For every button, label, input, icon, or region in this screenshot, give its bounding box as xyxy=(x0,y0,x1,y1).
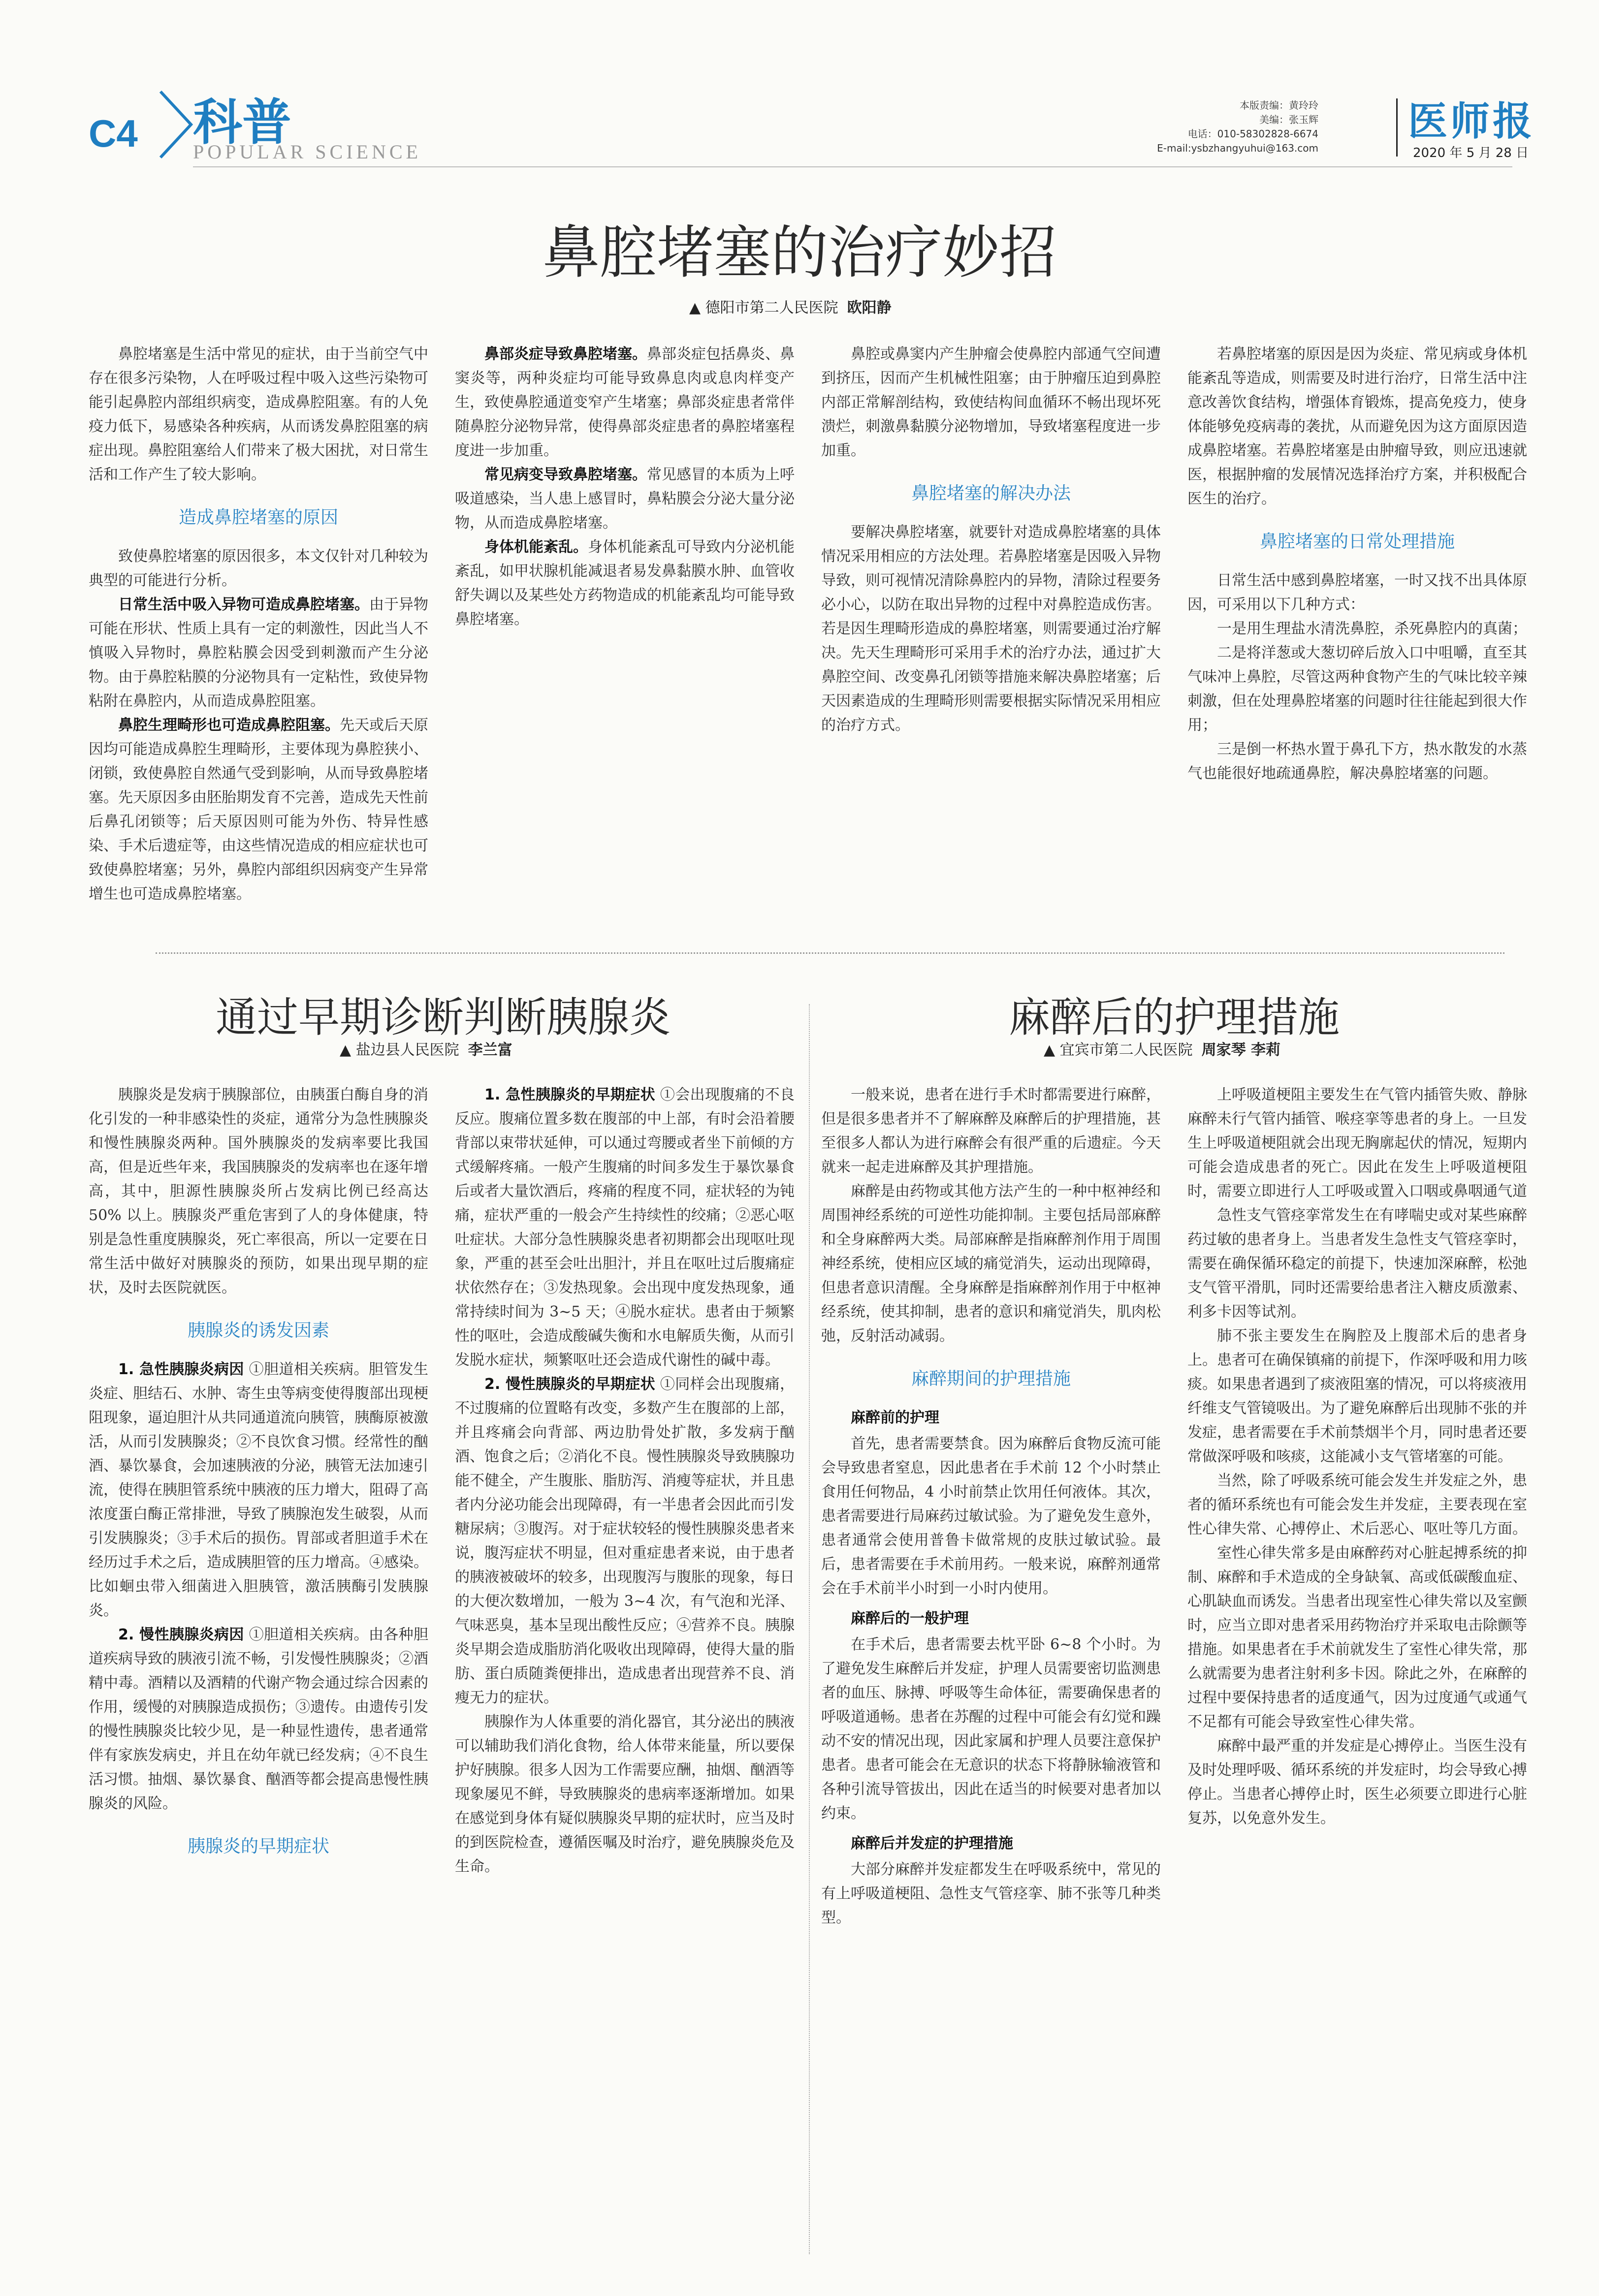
paragraph-text: ①胆道相关疾病。由各种胆道疾病导致的胰液引流不畅，引发慢性胰腺炎；②酒精中毒。酒精以及酒精的代谢产物会通过综合因素的作用，缓慢的对胰腺造成损伤；③遗传。由遗传引发的慢性胰腺炎比较少见，是一种显性遗传，患者通常伴有家族发病史，并且在幼年就已经发病；④不良生活习惯。抽烟、暴饮暴食、酗酒等都会提高患慢性胰腺炎的风险。 xyxy=(89,1626,429,1812)
sub-heading: 麻醉前的护理 xyxy=(851,1409,939,1426)
paragraph xyxy=(455,463,795,535)
bold-lead: 2. 慢性胰腺炎的早期症状 xyxy=(484,1376,655,1393)
paragraph: 要解决鼻腔堵塞，就要针对造成鼻腔堵塞的具体情况采用相应的方法处理。若鼻腔堵塞是因吸入异物导致，则可视情况清除鼻腔内的异物，清除过程要务必小心，以防在取出异物的过程中对鼻腔造成伤害。若是因生理畸形造成的鼻腔堵塞，则需要通过治疗解决。先天生理畸形可采用手术的治疗办法，通过扩大鼻腔空间、改变鼻孔闭锁等措施来解决鼻腔堵塞；后天因素造成的生理畸形则需要根据实际情况采用相应的治疗方式。 xyxy=(821,524,1161,734)
paragraph: 一般来说，患者在进行手术时都需要进行麻醉，但是很多患者并不了解麻醉及麻醉后的护理措施，甚至很多人都认为进行麻醉会有很严重的后遗症。今天就来一起走进麻醉及其护理措施。 xyxy=(821,1086,1161,1176)
section-heading: 鼻腔堵塞的日常处理措施 xyxy=(1259,532,1455,552)
paragraph: 在手术后，患者需要去枕平卧 6~8 个小时。为了避免发生麻醉后并发症，护理人员需要密切监测患者的血压、脉搏、呼吸等生命体征，需要确保患者的呼吸道通畅。患者在苏醒的过程中可能会有幻觉和躁动不安的情况出现，因此家属和护理人员要注意保护患者。患者可能会在无意识的状态下将静脉输液管和各种引流导管拔出，因此在适当的时候要对患者加以约束。 xyxy=(821,1636,1161,1822)
paragraph: 急性支气管痉挛常发生在有哮喘史或对某些麻醉药过敏的患者身上。当患者发生急性支气管痉挛时，需要在确保循环稳定的前提下，快速加深麻醉，松弛支气管平滑肌，同时还需要给患者注入糖皮质激素、利多卡因等试剂。 xyxy=(1187,1207,1527,1321)
issue-date: 2020 年 5 月 28 日 xyxy=(1413,146,1529,160)
paragraph: 三是倒一杯热水置于鼻孔下方，热水散发的水蒸气也能很好地疏通鼻腔，解决鼻腔堵塞的问题。 xyxy=(1187,741,1527,782)
paragraph-text: 先天或后天原因均可能造成鼻腔生理畸形，主要体现为鼻腔狭小、闭锁，致使鼻腔自然通气受到影响，从而导致鼻腔堵塞。先天原因多由胚胎期发育不完善，造成先天性前后鼻孔闭锁等；后天原因则可能为外伤、特异性感染、手术后遗症等，由这些情况造成的相应症状也可致使鼻腔堵塞；另外，鼻腔内部组织因病变产生异常增生也可造成鼻腔堵塞。 xyxy=(89,717,428,903)
chevron-right-icon xyxy=(157,88,196,161)
column-divider xyxy=(809,1004,810,2254)
article-byline xyxy=(340,1038,512,1059)
paragraph xyxy=(89,1623,428,1816)
paragraph-text: ①会出现腹痛的不良反应。腹痛位置多数在腹部的中上部，有时会沿着腰背部以束带状延伸，可以通过弯腰或者坐下前倾的方式缓解疼痛。一般产生腹痛的时间多发生于暴饮暴食后或者大量饮酒后，疼痛的程度不同，症状轻的为钝痛，症状严重的一般会产生持续性的绞痛；②恶心呕吐症状。大部分急性胰腺炎患者初期都会出现呕吐现象，严重的甚至会吐出胆汁，并且在呕吐过后腹痛症状依然存在；③发热现象。会出现中度发热现象，通常持续时间为 3~5 天；④脱水症状。患者由于频繁性的呕吐，会造成酸碱失衡和水电解质失衡，从而引发脱水症状，频繁呕吐还会造成代谢性的碱中毒。 xyxy=(455,1086,795,1369)
byline-org: ▲ 德阳市第二人民医院 xyxy=(689,299,838,316)
article1-column-2 xyxy=(455,342,795,631)
article-title: 麻醉后的护理措施 xyxy=(1008,993,1340,1041)
paragraph-text: 身体机能紊乱可导致内分泌机能紊乱，如甲状腺机能减退者易发鼻黏膜水肿、血管收舒失调以及某些处方药物造成的机能紊乱均可能导致鼻腔堵塞。 xyxy=(455,538,795,628)
header-divider xyxy=(1396,98,1398,157)
section-heading: 鼻腔堵塞的解决办法 xyxy=(911,483,1071,503)
paragraph-text: 由于异物可能在形状、性质上具有一定的刺激性，因此当人不慎吸入异物时，鼻腔粘膜会因受到刺激而产生分泌物。由于鼻腔粘膜的分泌物具有一定粘性，致使异物粘附在鼻腔内，从而造成鼻腔阻塞。 xyxy=(89,596,428,710)
bold-lead: 日常生活中吸入异物可造成鼻腔堵塞。 xyxy=(118,596,369,613)
bold-lead: 鼻部炎症导致鼻腔堵塞。 xyxy=(484,346,647,363)
sub-heading: 麻醉后并发症的护理措施 xyxy=(851,1835,1013,1852)
editor-phone: 电话：010-58302828-6674 xyxy=(1187,128,1318,140)
bold-lead: 1. 急性胰腺炎的早期症状 xyxy=(484,1086,655,1103)
byline-author: 李兰富 xyxy=(468,1041,512,1059)
section-heading: 麻醉期间的护理措施 xyxy=(911,1369,1071,1389)
paragraph: 鼻腔堵塞是生活中常见的症状，由于当前空气中存在很多污染物，人在呼吸过程中吸入这些污染物可能引起鼻腔内部组织病变，造成鼻腔阻塞。有的人免疫力低下，易感染各种疾病，从而诱发鼻腔阻塞的病症出现。鼻腔阻塞给人们带来了极大困扰，对日常生活和工作产生了较大影响。 xyxy=(89,346,428,483)
byline-org: ▲ 盐边县人民医院 xyxy=(340,1041,459,1059)
editor-email: E-mail:ysbzhangyuhui@163.com xyxy=(1157,142,1318,154)
bold-lead: 身体机能紊乱。 xyxy=(484,538,588,556)
paragraph-text: ①胆道相关疾病。胆管发生炎症、胆结石、水肿、寄生虫等病变使得腹部出现梗阻现象，逼迫胆汁从共同通道流向胰管，胰酶原被激活，从而引发胰腺炎；②不良饮食习惯。经常性的酗酒、暴饮暴食，会加速胰液的分泌，胰管无法加速引流，使得在胰胆管系统中胰液的压力增大，阻碍了高浓度蛋白酶正常排泄，导致了胰腺泡发生破裂，从而引发胰腺炎；③手术后的损伤。胃部或者胆道手术在经历过手术之后，造成胰胆管的压力增高。④感染。比如蛔虫带入细菌进入胆胰管，激活胰酶引发胰腺炎。 xyxy=(89,1361,429,1619)
article2-column-1 xyxy=(89,1083,428,1873)
paragraph xyxy=(89,593,428,713)
bold-lead: 1. 急性胰腺炎病因 xyxy=(118,1361,244,1378)
section-heading: 胰腺炎的早期症状 xyxy=(187,1836,329,1856)
paragraph-text: 常见感冒的本质为上呼吸道感染，当人患上感冒时，鼻粘膜会分泌大量分泌物，从而造成鼻腔堵塞。 xyxy=(455,466,795,532)
paragraph: 一是用生理盐水清洗鼻腔，杀死鼻腔内的真菌； xyxy=(1217,620,1527,637)
paragraph: 上呼吸道梗阻主要发生在气管内插管失败、静脉麻醉未行气管内插管、喉痉挛等患者的身上。一旦发生上呼吸道梗阻就会出现无胸廓起伏的情况，短期内可能会造成患者的死亡。因此在发生上呼吸道梗阻时，需要立即进行人工呼吸或置入口咽或鼻咽通气道 xyxy=(1187,1086,1527,1200)
article1-column-3 xyxy=(821,342,1161,737)
sub-heading: 麻醉后的一般护理 xyxy=(851,1610,969,1627)
header-rule xyxy=(193,166,1512,167)
bold-lead: 2. 慢性胰腺炎病因 xyxy=(118,1626,244,1643)
paragraph: 胰腺炎是发病于胰腺部位，由胰蛋白酶自身的消化引发的一种非感染性的炎症，通常分为急性胰腺炎和慢性胰腺炎两种。国外胰腺炎的发病率要比我国高，但是近些年来，我国胰腺炎的发病率也在逐年增高，其中，胆源性胰腺炎所占发病比例已经高达 50% 以上。胰腺炎严重危害到了人的身体健康，特别是急性重度胰腺炎，死亡率很高，所以一定要在日常生活中做好对胰腺炎的预防，如果出现早期的症状，及时去医院就医。 xyxy=(89,1086,428,1296)
article-title: 鼻腔堵塞的治疗妙招 xyxy=(543,220,1056,286)
newspaper-logo: 医师报 xyxy=(1408,98,1535,144)
paragraph xyxy=(455,1372,795,1710)
paragraph: 首先，患者需要禁食。因为麻醉后食物反流可能会导致患者窒息，因此患者在手术前 12 个小时禁止食用任何物品，4 小时前禁止饮用任何液体。其次，患者需要进行局麻药过敏试验。为了避免发生意外，患者通常会使用普鲁卡做常规的皮肤过敏试验。最后，患者需要在手术前用药。一般来说，麻醉剂通常会在手术前半小时到一小时内使用。 xyxy=(821,1435,1161,1597)
paragraph: 麻醉是由药物或其他方法产生的一种中枢神经和周围神经系统的可逆性功能抑制。主要包括局部麻醉和全身麻醉两大类。局部麻醉是指麻醉剂作用于周围神经系统，使相应区域的痛觉消失，运动出现障碍，但患者意识清醒。全身麻醉是指麻醉剂作用于中枢神经系统，使其抑制，患者的意识和痛觉消失，肌肉松弛，反射活动减弱。 xyxy=(821,1183,1161,1345)
article1-column-4 xyxy=(1187,342,1527,786)
paragraph xyxy=(455,342,795,463)
editor-line: 本版责编：黄玲玲 xyxy=(1240,99,1318,111)
page-number: C4 xyxy=(89,112,138,155)
paragraph: 当然，除了呼吸系统可能会发生并发症之外，患者的循环系统也有可能会发生并发症，主要表现在室性心律失常、心搏停止、术后恶心、呕吐等几方面。 xyxy=(1187,1472,1527,1538)
paragraph xyxy=(455,1083,795,1372)
article3-column-1 xyxy=(821,1083,1161,1930)
article3-column-2 xyxy=(1187,1083,1527,1830)
byline-author: 周家琴 李莉 xyxy=(1201,1041,1281,1059)
article-title: 通过早期诊断判断胰腺炎 xyxy=(215,993,671,1041)
article-byline xyxy=(1044,1038,1280,1059)
paragraph: 胰腺作为人体重要的消化器官，其分泌出的胰液可以辅助我们消化食物，给人体带来能量，所以要保护好胰腺。很多人因为工作需要应酬，抽烟、酗酒等现象屡见不鲜，导致胰腺炎的患病率逐渐增加。如果在感觉到身体有疑似胰腺炎早期的症状时，应当及时的到医院检查，遵循医嘱及时治疗，避免胰腺炎危及生命。 xyxy=(455,1713,795,1875)
paragraph-text: 鼻部炎症包括鼻炎、鼻窦炎等，两种炎症均可能导致鼻息肉或息肉样变产生，致使鼻腔通道变窄产生堵塞；鼻部炎症患者常伴随鼻腔分泌物异常，使得鼻部炎症患者的鼻腔堵塞程度进一步加重。 xyxy=(455,346,795,459)
dotted-divider xyxy=(156,952,1504,954)
article-byline xyxy=(689,295,892,317)
paragraph: 肺不张主要发生在胸腔及上腹部术后的患者身上。患者可在确保镇痛的前提下，作深呼吸和用力咳痰。如果患者遇到了痰液阻塞的情况，可以将痰液用纤维支气管镜吸出。为了避免麻醉后出现肺不张的并发症，患者需要在手术前禁烟半个月，同时患者还要常做深呼吸和咳痰，这能减小支气管堵塞的可能。 xyxy=(1187,1327,1527,1465)
paragraph: 若鼻腔堵塞的原因是因为炎症、常见病或身体机能紊乱等造成，则需要及时进行治疗，日常生活中注意改善饮食结构，增强体育锻炼，提高免疫力，使身体能够免疫病毒的袭扰，从而避免因为这方面原因造成鼻腔堵塞。若鼻腔堵塞是由肿瘤导致，则应迅速就医，根据肿瘤的发展情况选择治疗方案，并积极配合医生的治疗。 xyxy=(1187,346,1527,507)
bold-lead: 鼻腔生理畸形也可造成鼻腔阻塞。 xyxy=(118,717,340,734)
section-heading: 胰腺炎的诱发因素 xyxy=(187,1321,329,1341)
paragraph: 日常生活中感到鼻腔堵塞，一时又找不出具体原因，可采用以下几种方式： xyxy=(1187,572,1527,613)
paragraph: 麻醉中最严重的并发症是心搏停止。当医生没有及时处理呼吸、循环系统的并发症时，均会导致心搏停止。当患者心搏停止时，医生必须要立即进行心脏复苏，以免意外发生。 xyxy=(1187,1737,1527,1827)
section-subtitle: POPULAR SCIENCE xyxy=(193,141,421,163)
section-heading: 造成鼻腔堵塞的原因 xyxy=(178,507,338,528)
editor-line: 美编：张玉辉 xyxy=(1259,114,1318,126)
byline-author: 欧阳静 xyxy=(847,299,892,316)
paragraph-text: ①同样会出现腹痛，不过腹痛的位置略有改变，多数产生在腹部的上部，并且疼痛会向背部、两边肋骨处扩散，多发病于酗酒、饱食之后；②消化不良。慢性胰腺炎导致胰腺功能不健全，产生腹胀、脂肪泻、消瘦等症状，并且患者内分泌功能会出现障碍，有一半患者会因此而引发糖尿病；③腹泻。对于症状较轻的慢性胰腺炎患者来说，腹泻症状不明显，但对重症患者来说，由于患者的胰液被破坏的较多，出现腹泻与腹胀的现象，每日的大便次数增加，一般为 3~4 次，有气泡和光泽、气味恶臭，基本呈现出酸性反应；④营养不良。胰腺炎早期会造成脂肪消化吸收出现障碍，使得大量的脂肪、蛋白质随粪便排出，造成患者出现营养不良、消瘦无力的症状。 xyxy=(455,1376,795,1706)
byline-org: ▲ 宜宾市第二人民医院 xyxy=(1044,1041,1193,1059)
paragraph xyxy=(89,1357,428,1623)
paragraph xyxy=(455,535,795,631)
article1-column-1 xyxy=(89,342,428,906)
paragraph: 二是将洋葱或大葱切碎后放入口中咀嚼，直至其气味冲上鼻腔，尽管这两种食物产生的气味比较辛辣刺激，但在处理鼻腔堵塞的问题时往往能起到很大作用； xyxy=(1187,644,1527,734)
article2-column-2 xyxy=(455,1083,795,1879)
paragraph xyxy=(89,713,428,906)
paragraph: 大部分麻醉并发症都发生在呼吸系统中，常见的有上呼吸道梗阻、急性支气管痉挛、肺不张等几种类型。 xyxy=(821,1861,1161,1926)
paragraph: 鼻腔或鼻窦内产生肿瘤会使鼻腔内部通气空间遭到挤压，因而产生机械性阻塞；由于肿瘤压迫到鼻腔内部正常解剖结构，致使结构间血循环不畅出现坏死溃烂，刺激鼻黏膜分泌物增加，导致堵塞程度进一步加重。 xyxy=(821,346,1161,459)
editor-info xyxy=(1157,98,1318,156)
paragraph: 室性心律失常多是由麻醉药对心脏起搏系统的抑制、麻醉和手术造成的全身缺氧、高或低碳酸血症、心肌缺血而诱发。当患者出现室性心律失常以及室颤时，应当立即对患者采用药物治疗并采取电击除颤等措施。如果患者在手术前就发生了室性心律失常，那么就需要为患者注射利多卡因。除此之外，在麻醉的过程中要保持患者的适度通气，因为过度通气或通气不足都有可能会导致室性心律失常。 xyxy=(1187,1544,1527,1730)
bold-lead: 常见病变导致鼻腔堵塞。 xyxy=(484,466,647,483)
section-title: 科普 xyxy=(193,94,291,151)
paragraph: 致使鼻腔堵塞的原因很多，本文仅针对几种较为典型的可能进行分析。 xyxy=(89,548,428,589)
